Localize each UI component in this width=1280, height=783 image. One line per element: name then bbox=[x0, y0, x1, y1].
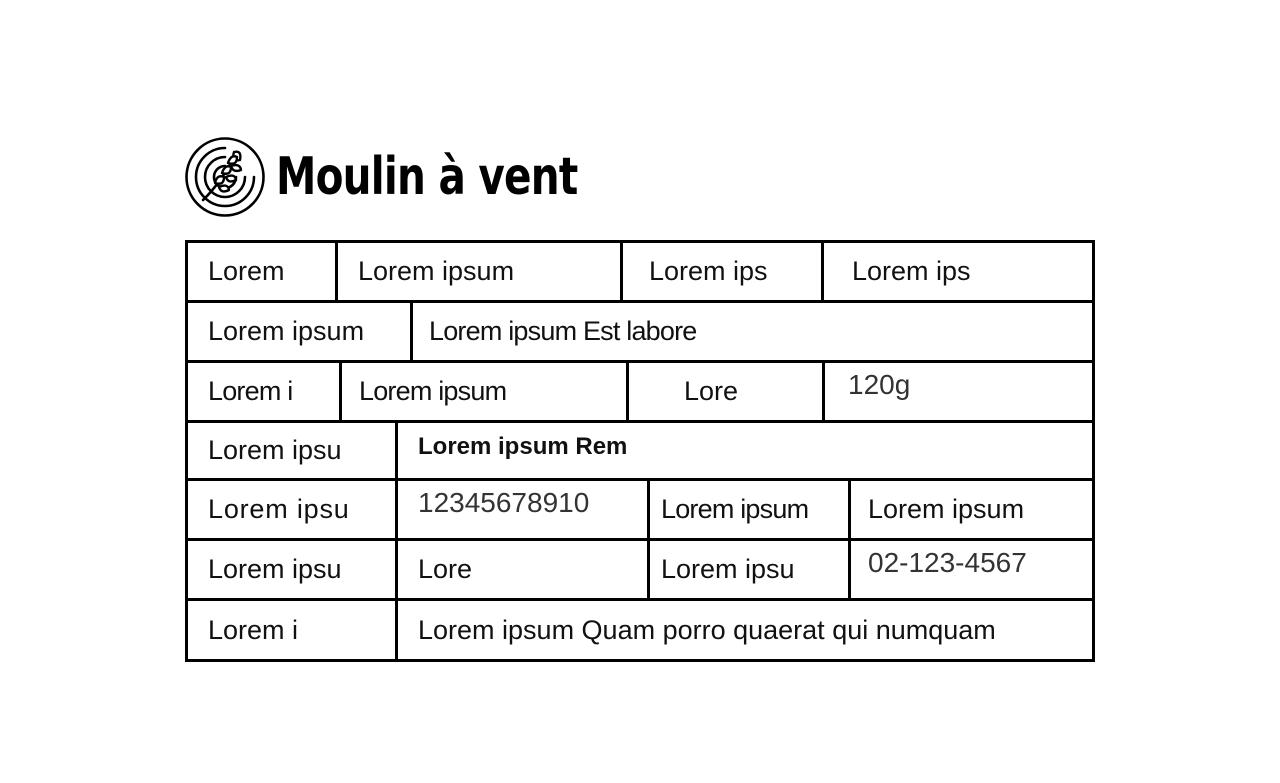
table-cell: Lorem ipsum Quam porro quaerat qui numquam bbox=[418, 614, 996, 645]
table-cell: Lorem ipsu bbox=[188, 541, 398, 598]
table-cell: Lorem ipsum bbox=[650, 481, 851, 538]
wheat-spiral-logo-icon bbox=[184, 136, 266, 218]
table-row bbox=[188, 243, 1092, 303]
table-cell: Lorem ipsu bbox=[188, 423, 398, 478]
table-cell: Lore bbox=[629, 363, 825, 420]
table-cell: Lorem ipsum Rem bbox=[418, 433, 628, 460]
table-cell: 120g bbox=[848, 369, 911, 400]
table-cell: Lorem ipsum bbox=[868, 494, 1025, 524]
table-cell: Lorem ipsu bbox=[188, 481, 398, 538]
table-row bbox=[188, 481, 1092, 541]
table-cell: 12345678910 bbox=[398, 481, 650, 538]
table-row bbox=[188, 541, 1092, 601]
table-cell: Lorem ips bbox=[852, 256, 971, 286]
table-cell: Lorem ipsum bbox=[188, 303, 413, 360]
page-title: Moulin à vent bbox=[276, 147, 578, 207]
table-row bbox=[188, 423, 1092, 481]
table-row bbox=[188, 303, 1092, 363]
table-row bbox=[188, 601, 1092, 659]
info-table bbox=[185, 240, 1095, 662]
table-cell: Lorem i bbox=[188, 601, 398, 659]
table-cell: Lorem ipsum bbox=[342, 363, 629, 420]
table-cell: Lore bbox=[398, 541, 650, 598]
table-cell: Lorem ipsum bbox=[338, 243, 623, 300]
table-cell: Lorem ipsu bbox=[650, 541, 851, 598]
table-cell: Lorem bbox=[188, 243, 338, 300]
table-cell: Lorem ipsum Est labore bbox=[429, 316, 697, 346]
table-row bbox=[188, 363, 1092, 423]
table-cell: 02-123-4567 bbox=[868, 547, 1027, 578]
header bbox=[184, 136, 663, 218]
table-cell: Lorem ips bbox=[623, 243, 824, 300]
table-cell: Lorem i bbox=[188, 363, 342, 420]
